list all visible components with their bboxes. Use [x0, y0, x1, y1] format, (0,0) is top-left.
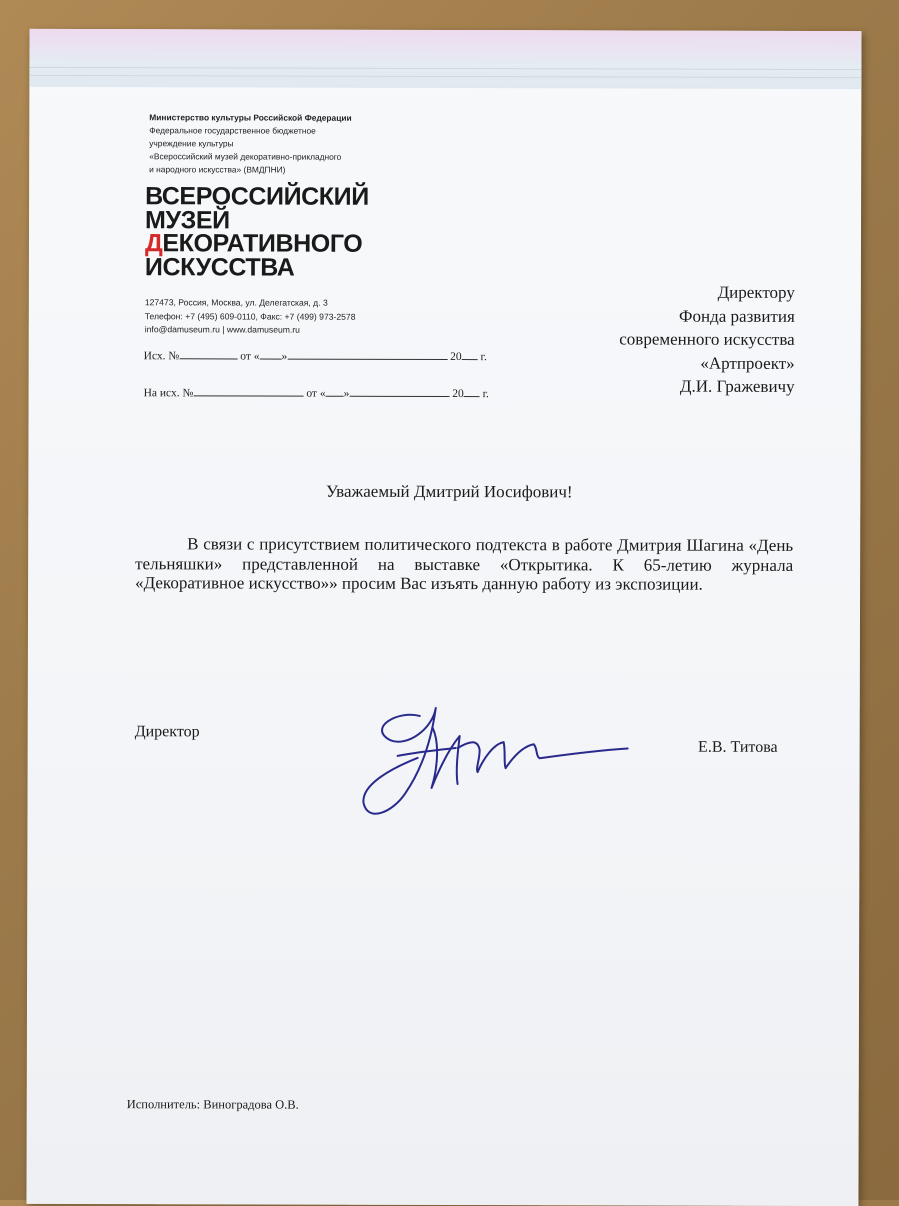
- logo-line: ИСКУССТВА: [144, 252, 295, 282]
- addressee-line: Директору: [717, 282, 795, 302]
- addressee-block: [619, 280, 795, 398]
- ministry-name: Министерство культуры Российской Федерации: [149, 112, 352, 123]
- addressee-line: Д.И. Гражевичу: [679, 376, 795, 396]
- institution-line: учреждение культуры: [149, 138, 234, 149]
- contacts-block: [145, 296, 356, 337]
- logo-accent-letter: Д: [144, 229, 163, 258]
- institution-line: и народного искусства» (ВМДПНИ): [149, 164, 286, 175]
- logo-line: ЕКОРАТИВНОГО: [162, 229, 363, 258]
- outgoing-number-line: [144, 347, 487, 363]
- out-number-label: Исх. №: [143, 350, 180, 363]
- logo-line: МУЗЕЙ: [145, 205, 230, 234]
- from-label: от «: [240, 350, 260, 363]
- greeting: Уважаемый Дмитрий Иосифович!: [326, 481, 573, 502]
- year-label: 20: [452, 388, 464, 401]
- incoming-number-line: [144, 384, 489, 400]
- letter-body: В связи с присутствием политического подтекста в работе Дмитрия Шагина «День тельняшки» представленной на выставке «Открытика. К 65-летию журнала «Декоративное искусство»» просим Вас изъять данную работу из экспозиции.: [135, 534, 794, 594]
- from-label: от «: [306, 387, 326, 400]
- addressee-line: «Артпроект»: [700, 353, 795, 373]
- year-suffix: г.: [480, 351, 487, 364]
- addressee-line: современного искусства: [619, 329, 795, 349]
- year-label: 20: [450, 351, 462, 364]
- museum-logo: [144, 182, 369, 282]
- logo-line: ВСЕРОССИЙСКИЙ: [145, 182, 369, 211]
- signatory-title: Директор: [134, 723, 200, 741]
- year-suffix: г.: [482, 388, 489, 401]
- phone-fax: Телефон: +7 (495) 609-0110, Факс: +7 (499) 973-2578: [144, 310, 356, 322]
- executor-line: Исполнитель: Виноградова О.В.: [126, 1097, 299, 1112]
- in-number-label: На исх. №: [143, 387, 194, 400]
- signatory-name: Е.В. Титова: [698, 738, 778, 756]
- handwritten-signature: [327, 698, 637, 829]
- letter-sheet: [26, 29, 861, 1206]
- addressee-line: Фонда развития: [679, 306, 795, 326]
- ministry-block: [149, 111, 352, 177]
- institution-line: Федеральное государственное бюджетное: [149, 125, 316, 136]
- institution-line: «Всероссийский музей декоративно-прикладного: [149, 151, 342, 162]
- quote-close: »: [343, 387, 350, 400]
- quote-close: »: [281, 350, 288, 363]
- email-website: info@damuseum.ru | www.damuseum.ru: [144, 324, 300, 335]
- top-color-strip: [29, 29, 861, 89]
- address: 127473, Россия, Москва, ул. Делегатская, д. 3: [144, 297, 328, 308]
